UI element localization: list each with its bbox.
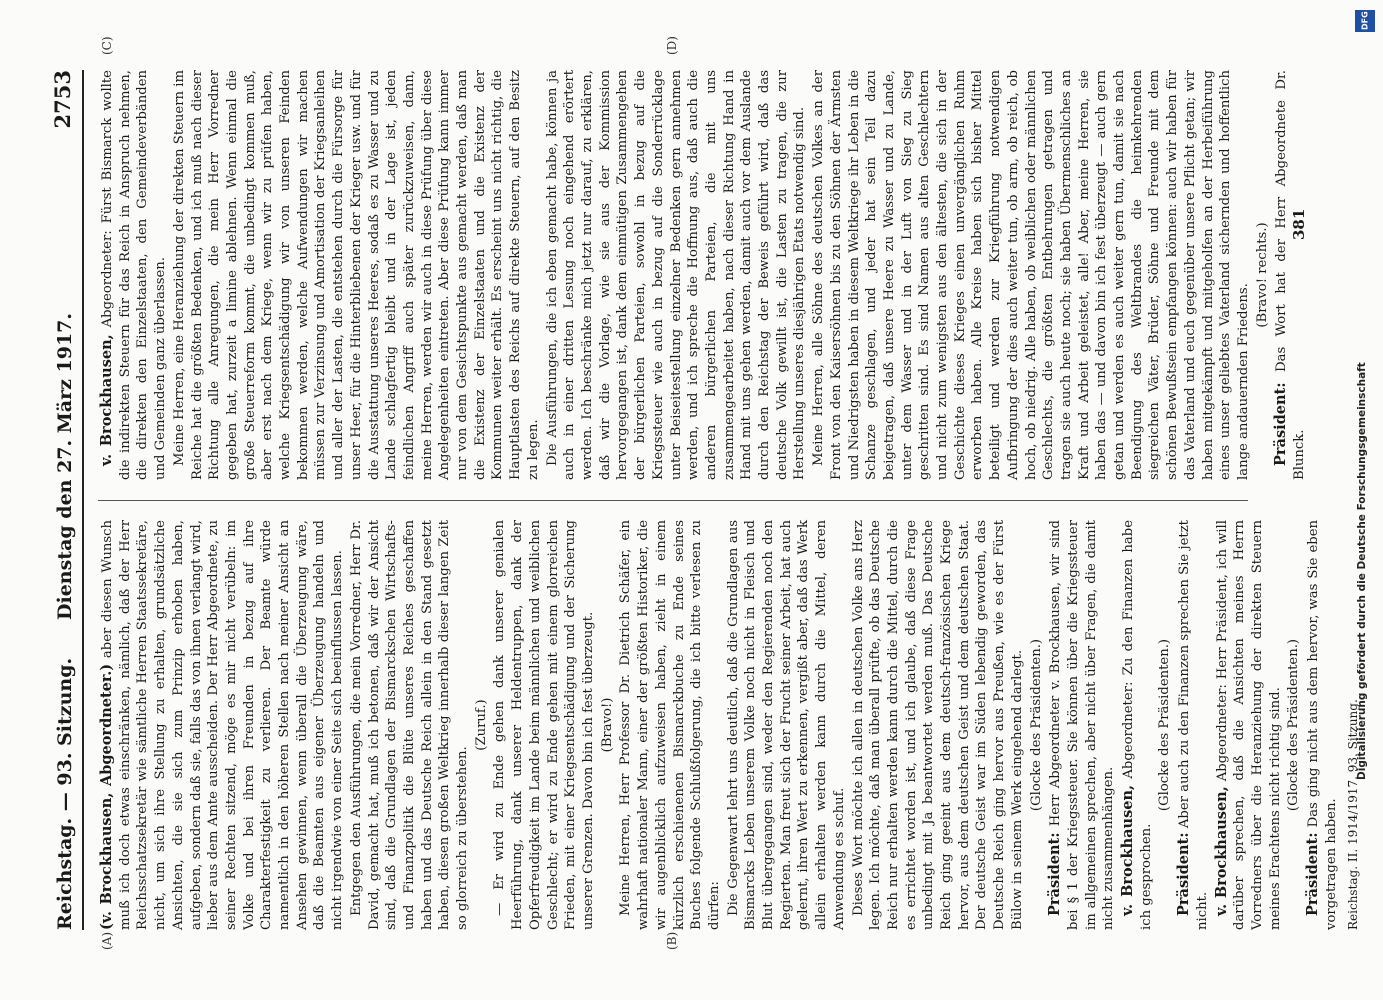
- header-date: Dienstag den 27. März 1917.: [54, 312, 76, 620]
- paragraph-text: (Glocke des Präsidenten.): [1157, 638, 1173, 812]
- paragraph: [473, 520, 491, 930]
- dfg-notice-text: Digitalisierung gefördert durch die Deutsche Forschungsgemeinschaft: [1356, 362, 1368, 780]
- paragraph: [1304, 520, 1340, 930]
- paragraph: [1213, 520, 1285, 930]
- paragraph-text: — Er wird zu Ende gehen dank unserer genialen Heerführung, dank unserer Heldentruppen, dank der Opferfreudigkeit im Lande beim männlichen und weiblichen Geschlecht; er wird zu Ende gehen mit einem glorreichen Frieden, mit einer Kriegsentschädigung und der Sicherung unserer Grenzen. Davon bin ich fest überzeugt.: [492, 520, 596, 930]
- paragraph: [1046, 520, 1118, 930]
- paragraph: [850, 520, 1027, 930]
- paragraph-text: Herr Abgeordneter v. Brockhausen, wir sind bei § 1 der Kriegssteuer. Sie können über die Kriegssteuer im allgemeinen sprechen, aber nicht über Fragen, die damit nicht zusammenhängen.: [1048, 520, 1117, 930]
- paragraph: [491, 520, 597, 930]
- paragraph-text: (Zuruf.): [473, 699, 489, 751]
- paragraph: [617, 520, 723, 930]
- paragraph-text: Das ging nicht aus dem hervor, was Sie eben vorgetragen haben.: [1306, 520, 1339, 930]
- speaker-name: Präsident:: [1046, 832, 1064, 916]
- margin-marker-c: (C): [100, 36, 114, 55]
- paragraph: [1119, 520, 1155, 930]
- paragraph: [810, 70, 1253, 480]
- paragraph-text: aber diesen Wunsch muß ich doch etwas einschränken, nämlich, daß der Herr Reichsschatzsekretär wie sämtliche Herren Staatssekretäre, nicht, um sich ihre Stellung zu erhalten, grundsätzliche Ansichten, die sie sich zum Prinzip erhoben haben, aufgeben, sondern daß sie, falls das von ihnen verlangt wird, lieber aus dem Amte ausscheiden. Der Herr Abgeordnete, zu seiner Rechten sitzend, möge es mir nicht verübeln: im Volke und bei ihren Freunden in bezug auf ihre Charakterfestigkeit zu verlieren. Der Beamte würde namentlich in den höheren Stellen nach meiner Ansicht an Ansehen gewinnen, wenn überall die Überzeugung wäre, daß die Beamten aus eigener Überzeugung handeln und nicht irgendwie von einer Seite sich beeinflussen lassen.: [100, 519, 346, 930]
- header-page-number: 2753: [50, 70, 75, 129]
- paragraph: [1254, 70, 1272, 480]
- paragraph-text: Meine Herren, Herr Professor Dr. Dietrich Schäfer, ein wahrhaft nationaler Mann, einer der größten Historiker, die wir augenblicklich aufzuweisen haben, zieht in einem kürzlich erschienenen Bismarckbuche zu Ende seines Buches folgende Schlußfolgerung, die ich bitte verlesen zu dürfen:: [618, 520, 722, 930]
- digitization-notice: [1352, 0, 1380, 1000]
- margin-marker-d: (D): [665, 36, 679, 55]
- paragraph-text: (Bravo!): [599, 697, 615, 753]
- paragraph: [544, 70, 810, 480]
- margin-marker-b: (B): [665, 931, 679, 950]
- paragraph: [1028, 520, 1046, 930]
- paragraph-text: Aber auch zu den Finanzen sprechen Sie jetzt nicht.: [1177, 520, 1210, 930]
- speaker-name: v. Brockhausen,: [1212, 786, 1230, 916]
- paragraph: [171, 70, 543, 480]
- paragraph: [348, 520, 472, 930]
- speaker-name: v. Brockhausen,: [98, 334, 115, 466]
- footer-session-line: Reichstag. II. 1914/1917. 93. Sitzung.: [1345, 699, 1360, 930]
- paragraph-text: Das Wort hat der Herr Abgeordnete Dr. Blunck.: [1274, 70, 1308, 480]
- page-header: [50, 70, 84, 930]
- paragraph-text: (Glocke des Präsidenten.): [1286, 638, 1302, 812]
- speaker-name: v. Brockhausen,: [1119, 784, 1137, 916]
- paragraph-text: Meine Herren, alle Söhne des deutschen Volkes an der Front von den Kaisersöhnen bis zu den Söhnen der Ärmsten und Niedrigsten haben in diesem Weltkriege ihr Leben in die Schanze geschlagen, und jeder hat sein Teil dazu beigetragen, daß unsere Heere zu Wasser und zu Lande, unter dem Wasser und in der Luft von Sieg zu Sieg geschritten sind. Es sind Namen aus alten Geschlechtern und nicht zum wenigsten aus den ältesten, die sich in der Geschichte dieses Krieges einen unvergänglichen Ruhm erworben haben. Alle Kreise haben sich bisher Mittel beteiligt und werden zur Kriegführung notwendigen Aufbringung der dies auch weiter tun, ob arm, ob reich, ob hoch, ob niedrig. Alle haben, ob weiblichen oder männlichen Geschlechts, die größten Entbehrungen getragen und tragen sie auch heute noch; sie haben Übermenschliches an Kraft und Arbeit geleistet, alle! Aber, meine Herren, sie haben das — und davon bin ich fest überzeugt — auch gern getan und werden es auch weiter gern tun, damit sie nach Beendigung des Weltbrandes die heimkehrenden siegreichen Väter, Brüder, Söhne und Freunde mit dem schönen Bewußtsein empfangen können: auch wir haben für das Vaterland und euch gegenüber unsere Pflicht getan; wir haben mitgekämpft und mitgeholfen an der Herbeiführung eines unser geliebtes Vaterland sichernden und hoffentlich lange andauernden Friedens.: [811, 70, 1251, 480]
- paragraph: [1156, 520, 1174, 930]
- paragraph: [1285, 520, 1303, 930]
- paragraph-text: Die Gegenwart lehrt uns deutlich, daß die Grundlagen aus Bismarcks Leben unserem Volke noch nicht in Fleisch und Blut übergegangen sind, weder den Regierenden noch den Regierten. Man freut sich der Frucht seiner Arbeit, hat auch gelernt, ihren Wert zu erkennen, vergißt aber, daß das Werk allein erhalten werden kann durch die Mittel, deren Anwendung es schuf.: [725, 520, 847, 930]
- column-divider: [98, 500, 1248, 501]
- paragraph-text: Abgeordneter: Herr Präsident, ich will darüber sprechen, daß die Ansichten meines Herrn Vorredners über die Heranziehung der direkten Steuern meines Erachtens nicht richtig sind.: [1214, 520, 1283, 930]
- paragraph-text: Entgegen den Ausführungen, die mein Vorredner, Herr Dr. David, gemacht hat, muß ich betonen, daß wir der Ansicht sind, daß die Grundlagen der Bismarckschen Wirtschafts- und Finanzpolitik die Blüte unseres Reiches geschaffen haben und das Deutsche Reich allein in den Stand gesetzt haben, diesen großen Weltkrieg innerhalb dieser langen Zeit so glorreich zu überstehen.: [348, 520, 471, 930]
- dfg-logo: DFG: [1355, 10, 1375, 32]
- paragraph-text: (Glocke des Präsidenten.): [1028, 638, 1044, 812]
- page-footer-number: 381: [1290, 208, 1308, 240]
- paragraph: [1272, 70, 1308, 480]
- speaker-name: Präsident:: [1304, 832, 1322, 916]
- margin-marker-a: (A): [100, 931, 114, 950]
- speaker-name: Präsident:: [1175, 832, 1193, 916]
- paragraph: [599, 520, 617, 930]
- paragraph: [98, 70, 170, 480]
- paragraph-text: (Bravo! rechts.): [1254, 222, 1270, 328]
- paragraph-text: Abgeordneter: Fürst Bismarck wollte die indirekten Steuern für das Reich in Anspruch nehmen, die direkten den Einzelstaaten, den Gemeindeverbänden und Gemeinden ganz überlassen.: [100, 70, 169, 480]
- header-left: Reichstag. — 93. Sitzung.: [54, 657, 76, 930]
- paragraph: [98, 520, 347, 930]
- left-column: [98, 519, 1360, 930]
- paragraph-text: Die Ausführungen, die ich eben gemacht habe, können ja auch in einer dritten Lesung noch eingehend erörtert werden. Ich beschränke mich jetzt nur darauf, zu erklären, daß wir die Vorlage, wie sie aus der Kommission hervorgegangen ist, dank dem einmütigen Zusammengehen der bürgerlichen Parteien, sowohl in bezug auf die Kriegssteuer wie auch in bezug auf die Sonderrücklage unter Beiseitestellung einzelner Bedenken gern annehmen werden, und ich spreche die Hoffnung aus, daß auch die anderen bürgerlichen Parteien, die mit uns zusammengearbeitet haben, nach dieser Richtung Hand in Hand mit uns gehen werden, damit auch vor dem Auslande durch den Reichstag der Beweis geführt wird, daß das deutsche Volk gewillt ist, die Lasten zu tragen, die zur Herstellung unseres diesjährigen Etats notwendig sind.: [544, 70, 808, 480]
- speaker-name: Präsident:: [1272, 382, 1290, 466]
- paragraph-text: Meine Herren, eine Heranziehung der direkten Steuern im Reiche hat die größten Bedenken, und ich muß nach dieser Richtung alle Anregungen, die mein Herr Vorredner gegeben hat, zurzeit a limine ablehnen. Wenn einmal die große Steuerreform kommt, die unbedingt kommen muß, aber erst nach dem Kriege, wenn wir zu prüfen haben, welche Kriegsentschädigung wir von unseren Feinden bekommen werden, welche Aufwendungen wir machen müssen zur Verzinsung und Amortisation der Kriegsanleihen und aller der Lasten, die entstehen durch die Fürsorge für unser Heer, für die Hinterbliebenen der Krieger usw. und für die Ausstattung unseres Heeres, sodaß es zu Wasser und zu Lande schlagfertig bleibt und in der Lage ist, jeden feindlichen Angriff auch später zurückzuweisen, dann, meine Herren, werden wir auch in diese Prüfung über diese Angelegenheiten eintreten. Aber diese Prüfung kann immer nur von dem Gesichtspunkte aus gemacht werden, daß man die Existenz der Einzelstaaten und die Existenz der Kommunen weiter erhält. Es erscheint uns nicht richtig, die Hauptlasten des Reichs auf direkte Steuern, auf den Besitz zu legen.: [171, 70, 541, 480]
- speaker-name: (v. Brockhausen, Abgeordneter.): [98, 663, 115, 930]
- paragraph-text: Abgeordneter: Zu den Finanzen habe ich gesprochen.: [1121, 520, 1154, 930]
- paragraph: [1175, 520, 1211, 930]
- paragraph-text: Dieses Wort möchte ich allen in deutschen Volke ans Herz legen. Ich möchte, daß man überall prüfte, ob das Deutsche Reich nur erhalten werden kann durch die Mittel, durch die es errichtet worden ist, und ich glaube, daß diese Frage unbedingt mit Ja beantwortet werden muß. Das Deutsche Reich ging geeint aus dem deutsch-französischen Kriege hervor, aus dem deutschen Geist und dem deutschen Staat. Der deutsche Geist war im Süden lebendig geworden, das Deutsche Reich ging hervor aus Preußen, wie es der Fürst Bülow in seinem Werk eingehend darlegt.: [850, 520, 1025, 930]
- paragraph: [725, 520, 849, 930]
